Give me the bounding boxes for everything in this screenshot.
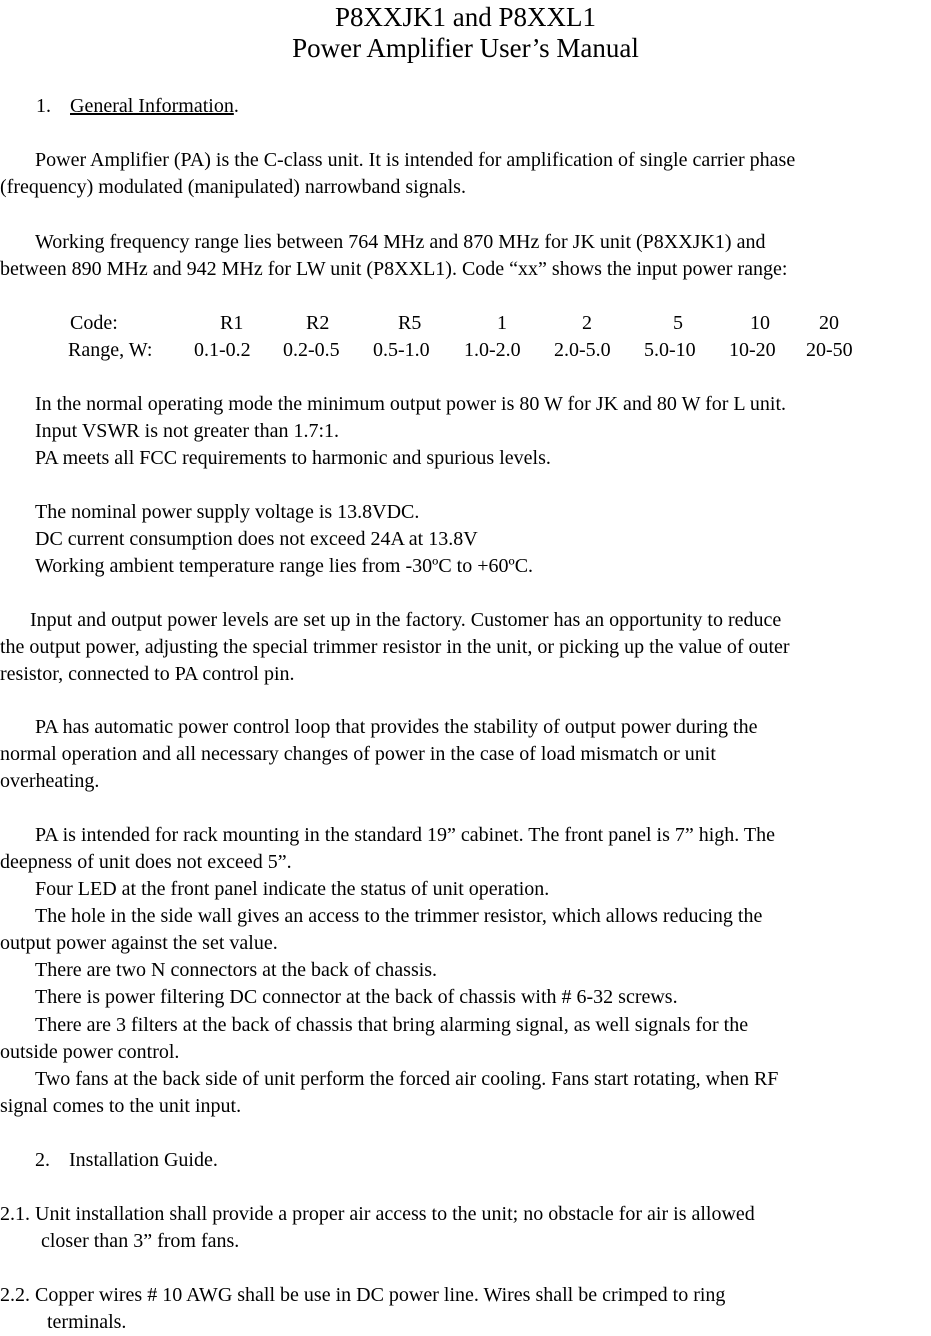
section-1-heading	[36, 93, 239, 120]
section-1-title: General Information	[70, 95, 234, 117]
paragraph-line: In the normal operating mode the minimum output power is 80 W for JK and 80 W for L unit.	[35, 393, 786, 415]
section-1-number: 1.	[36, 95, 51, 117]
range-cell: 20-50	[806, 339, 853, 361]
paragraph-line: Input and output power levels are set up in the factory. Customer has an opportunity to reduce	[30, 609, 782, 631]
range-cell: 0.2-0.5	[283, 339, 340, 361]
range-cell: 1.0-2.0	[464, 339, 521, 361]
section-2-number: 2.	[35, 1149, 50, 1171]
paragraph-line: resistor, connected to PA control pin.	[0, 663, 295, 685]
paragraph-line: There are 3 filters at the back of chassis that bring alarming signal, as well signals for the	[35, 1014, 749, 1036]
paragraph-line: between 890 MHz and 942 MHz for LW unit (P8XXL1). Code “xx” shows the input power range:	[0, 258, 788, 280]
paragraph-line: DC current consumption does not exceed 24A at 13.8V	[35, 528, 478, 550]
paragraph-line: overheating.	[0, 770, 100, 792]
paragraph-line: Working frequency range lies between 764 MHz and 870 MHz for JK unit (P8XXJK1) and	[35, 231, 766, 253]
range-label: Range, W:	[68, 339, 153, 361]
paragraph-line: PA is intended for rack mounting in the standard 19” cabinet. The front panel is 7” high. The	[35, 824, 776, 846]
code-row	[0, 310, 931, 337]
code-cell: R5	[398, 312, 422, 334]
code-cell: 20	[819, 312, 839, 334]
code-cell: 5	[673, 312, 683, 334]
paragraph-line: Two fans at the back side of unit perform the forced air cooling. Fans start rotating, when RF	[35, 1068, 779, 1090]
install-item-line: closer than 3” from fans.	[41, 1230, 240, 1252]
install-item-line: terminals.	[47, 1311, 127, 1333]
document-title: P8XXJK1 and P8XXL1	[334, 2, 596, 32]
range-cell: 5.0-10	[644, 339, 696, 361]
paragraph-line: Power Amplifier (PA) is the C-class unit. It is intended for amplification of single carrier phase	[35, 149, 796, 171]
paragraph-line: Four LED at the front panel indicate the status of unit operation.	[35, 878, 550, 900]
paragraph-line: Input VSWR is not greater than 1.7:1.	[35, 420, 340, 442]
paragraph-line: signal comes to the unit input.	[0, 1095, 242, 1117]
paragraph-line: outside power control.	[0, 1041, 180, 1063]
paragraph-line: normal operation and all necessary changes of power in the case of load mismatch or unit	[0, 743, 716, 765]
document-subtitle: Power Amplifier User’s Manual	[292, 33, 639, 63]
paragraph-line: There is power filtering DC connector at the back of chassis with # 6-32 screws.	[35, 986, 678, 1008]
section-2-title: Installation Guide.	[69, 1149, 218, 1171]
paragraph-line: (frequency) modulated (manipulated) narrowband signals.	[0, 176, 466, 198]
range-cell: 10-20	[729, 339, 776, 361]
code-cell: 10	[750, 312, 770, 334]
code-cell: R1	[220, 312, 244, 334]
range-cell: 0.1-0.2	[194, 339, 251, 361]
code-cell: 2	[582, 312, 592, 334]
section-1-title-suffix: .	[233, 95, 239, 117]
section-2-heading	[35, 1147, 218, 1174]
paragraph-line: The nominal power supply voltage is 13.8VDC.	[35, 501, 420, 523]
paragraph-line: PA meets all FCC requirements to harmonic and spurious levels.	[35, 447, 551, 469]
paragraph-line: the output power, adjusting the special trimmer resistor in the unit, or picking up the value of outer	[0, 636, 790, 658]
paragraph-line: deepness of unit does not exceed 5”.	[0, 851, 292, 873]
paragraph-line: output power against the set value.	[0, 932, 278, 954]
install-item-line: 2.2. Copper wires # 10 AWG shall be use in DC power line. Wires shall be crimped to ring	[0, 1284, 726, 1306]
range-row	[0, 337, 931, 364]
code-cell: R2	[306, 312, 330, 334]
code-label: Code:	[70, 312, 118, 334]
install-item-line: 2.1. Unit installation shall provide a proper air access to the unit; no obstacle for air is allowed	[0, 1203, 755, 1225]
code-cell: 1	[497, 312, 507, 334]
paragraph-line: The hole in the side wall gives an access to the trimmer resistor, which allows reducing the	[35, 905, 763, 927]
range-cell: 2.0-5.0	[554, 339, 611, 361]
range-cell: 0.5-1.0	[373, 339, 430, 361]
paragraph-line: Working ambient temperature range lies from -30ºC to +60ºC.	[35, 555, 534, 577]
paragraph-line: PA has automatic power control loop that provides the stability of output power during the	[35, 716, 758, 738]
paragraph-line: There are two N connectors at the back of chassis.	[35, 959, 438, 981]
